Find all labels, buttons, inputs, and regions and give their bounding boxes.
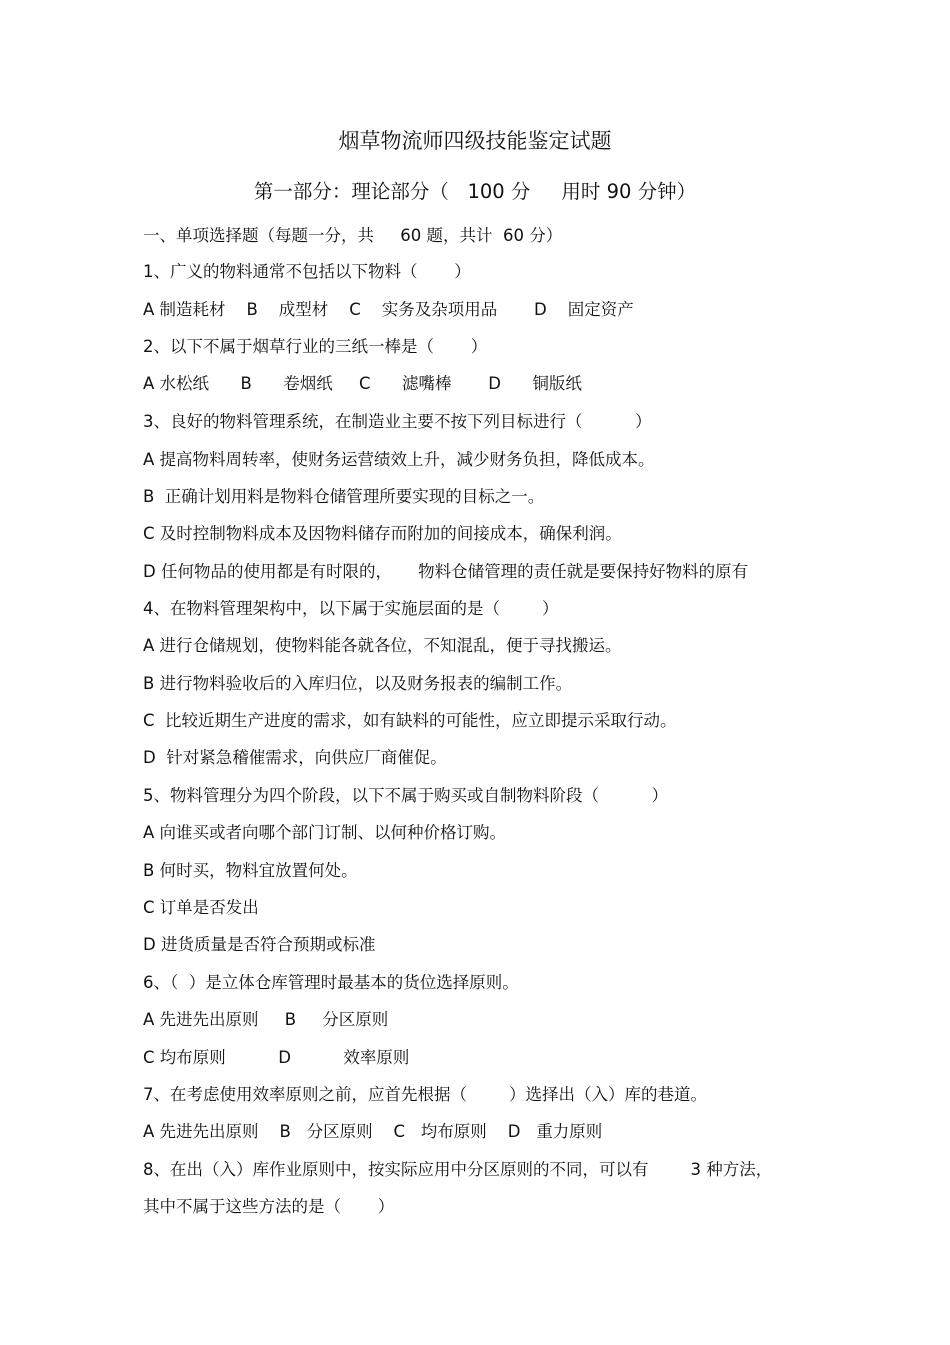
question-5-option-b: B 何时买，物料宜放置何处。 bbox=[143, 861, 358, 880]
question-6: 6、（ ）是立体仓库管理时最基本的货位选择原则。 bbox=[143, 973, 519, 992]
question-2-options: A 水松纸 B 卷烟纸 C 滤嘴棒 D 铜版纸 bbox=[143, 374, 582, 393]
question-7: 7、在考虑使用效率原则之前，应首先根据（ ）选择出（入）库的巷道。 bbox=[143, 1085, 707, 1104]
question-5-option-d: D 进货质量是否符合预期或标准 bbox=[143, 935, 376, 954]
question-7-options: A 先进先出原则 B 分区原则 C 均布原则 D 重力原则 bbox=[143, 1122, 603, 1141]
question-3-option-a: A 提高物料周转率，使财务运营绩效上升，减少财务负担，降低成本。 bbox=[143, 450, 655, 469]
question-3-option-c: C 及时控制物料成本及因物料储存而附加的间接成本，确保利润。 bbox=[143, 524, 622, 543]
question-3: 3、良好的物料管理系统，在制造业主要不按下列目标进行（ ） bbox=[143, 412, 652, 431]
question-2: 2、以下不属于烟草行业的三纸一棒是（ ） bbox=[143, 337, 488, 356]
question-3-option-b: B 正确计划用料是物料仓储管理所要实现的目标之一。 bbox=[143, 487, 545, 506]
question-5: 5、物料管理分为四个阶段，以下不属于购买或自制物料阶段（ ） bbox=[143, 786, 668, 805]
question-1: 1、广义的物料通常不包括以下物料（ ） bbox=[143, 262, 471, 281]
question-4-option-a: A 进行仓储规划，使物料能各就各位，不知混乱，便于寻找搬运。 bbox=[143, 636, 622, 655]
question-8: 8、在出（入）库作业原则中，按实际应用中分区原则的不同，可以有 3 种方法， bbox=[143, 1160, 773, 1179]
question-6-options-cd: C 均布原则 D 效率原则 bbox=[143, 1048, 410, 1067]
section-heading: 一、单项选择题（每题一分，共 60 题，共计 60 分） bbox=[143, 226, 563, 245]
page-subtitle: 第一部分：理论部分（ 100 分 用时 90 分钟） bbox=[253, 180, 697, 203]
page-title: 烟草物流师四级技能鉴定试题 bbox=[338, 129, 612, 153]
question-1-options: A 制造耗材 B 成型材 C 实务及杂项用品 D 固定资产 bbox=[143, 300, 634, 319]
question-4-option-b: B 进行物料验收后的入库归位，以及财务报表的编制工作。 bbox=[143, 674, 573, 693]
question-4-option-d: D 针对紧急稽催需求，向供应厂商催促。 bbox=[143, 748, 447, 767]
question-3-option-d: D 任何物品的使用都是有时限的， 物料仓储管理的责任就是要保持好物料的原有 bbox=[143, 562, 749, 581]
question-5-option-c: C 订单是否发出 bbox=[143, 898, 259, 917]
question-4: 4、在物料管理架构中，以下属于实施层面的是（ ） bbox=[143, 599, 559, 618]
question-8-continued: 其中不属于这些方法的是（ ） bbox=[143, 1197, 395, 1216]
question-4-option-c: C 比较近期生产进度的需求，如有缺料的可能性，应立即提示采取行动。 bbox=[143, 711, 677, 730]
question-5-option-a: A 向谁买或者向哪个部门订制、以何种价格订购。 bbox=[143, 823, 507, 842]
question-6-options-ab: A 先进先出原则 B 分区原则 bbox=[143, 1010, 389, 1029]
